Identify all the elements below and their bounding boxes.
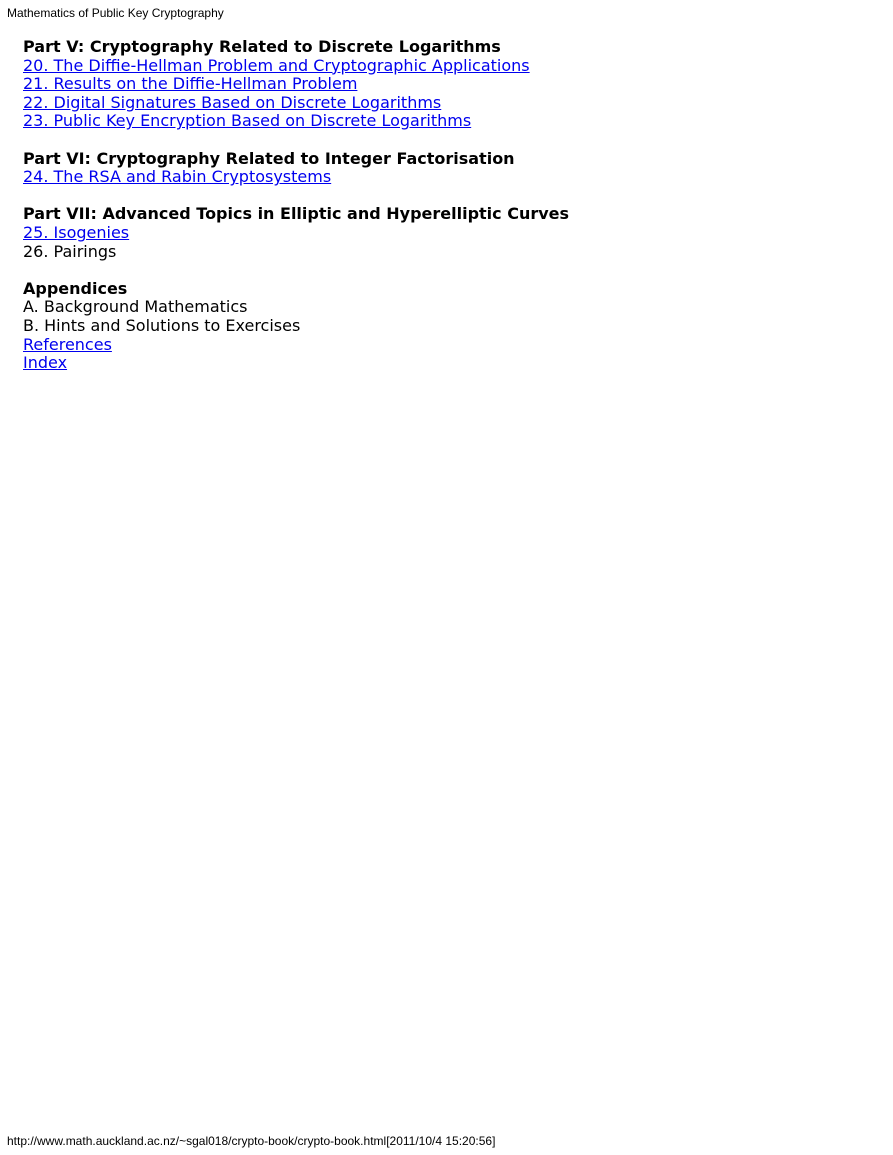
toc-section-part-vi <box>23 150 569 187</box>
toc-link-index[interactable]: Index <box>23 353 68 373</box>
toc-link-chapter-25[interactable]: 25. Isogenies <box>23 222 130 242</box>
toc-section-appendices <box>23 280 569 373</box>
section-title: Appendices <box>23 278 128 298</box>
toc-link-chapter-24[interactable]: 24. The RSA and Rabin Cryptosystems <box>23 167 332 187</box>
toc-section-part-v <box>23 38 569 131</box>
toc-item-appendix-b: B. Hints and Solutions to Exercises <box>23 315 301 335</box>
toc-link-chapter-21[interactable]: 21. Results on the Diffie-Hellman Problem <box>23 74 358 94</box>
section-title: Part VII: Advanced Topics in Elliptic and Hyperelliptic Curves <box>23 204 570 224</box>
toc-section-part-vii <box>23 205 569 261</box>
toc-link-chapter-23[interactable]: 23. Public Key Encryption Based on Discrete Logarithms <box>23 111 472 131</box>
section-title: Part VI: Cryptography Related to Integer Factorisation <box>23 148 515 168</box>
print-header-title: Mathematics of Public Key Cryptography <box>7 6 224 20</box>
toc-link-chapter-22[interactable]: 22. Digital Signatures Based on Discrete Logarithms <box>23 92 442 112</box>
toc-link-references[interactable]: References <box>23 334 112 354</box>
table-of-contents <box>23 38 569 391</box>
print-footer-url: http://www.math.auckland.ac.nz/~sgal018/crypto-book/crypto-book.html[2011/10/4 15:20:56] <box>7 1134 496 1148</box>
toc-link-chapter-20[interactable]: 20. The Diffie-Hellman Problem and Cryptographic Applications <box>23 55 530 75</box>
toc-item-appendix-a: A. Background Mathematics <box>23 297 248 317</box>
section-title: Part V: Cryptography Related to Discrete Logarithms <box>23 37 501 56</box>
toc-item-chapter-26: 26. Pairings <box>23 241 117 261</box>
